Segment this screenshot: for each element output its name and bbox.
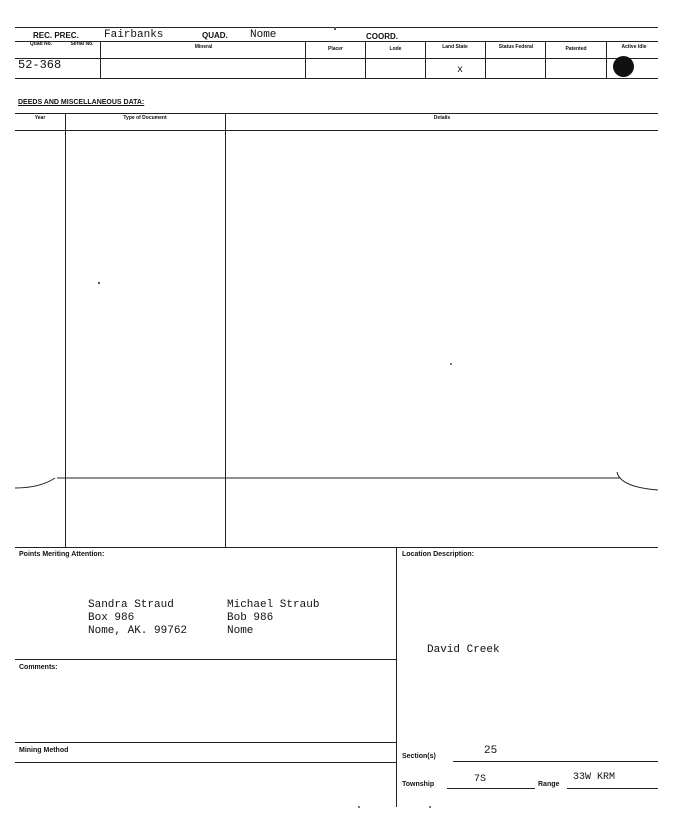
speck: [429, 806, 431, 808]
mining-bottom-rule: [15, 762, 396, 763]
contact-line: Box 986: [88, 612, 135, 624]
contact-sandra: [88, 599, 187, 638]
contact-michael: [227, 599, 319, 638]
points-meriting-label: Points Meriting Attention:: [19, 551, 105, 558]
deeds-bottom-rule: [15, 547, 658, 548]
contact-line: Bob 986: [227, 612, 274, 624]
mining-method-label: Mining Method: [19, 747, 69, 754]
col-land-state: Land State: [442, 44, 468, 50]
header-vsep: [606, 41, 607, 78]
quad-value: Nome: [250, 29, 277, 41]
location-value: David Creek: [427, 644, 500, 656]
quad-label: QUAD.: [202, 31, 228, 40]
township-label: Township: [402, 781, 435, 788]
header-vsep: [485, 41, 486, 78]
mining-top-rule: [15, 742, 396, 743]
col-patented: Patented: [565, 46, 587, 52]
deeds-header-rule: [15, 130, 658, 131]
section-label: Section(s): [402, 753, 436, 760]
location-description-label: Location Description:: [402, 551, 474, 558]
rec-prec-label: REC. PREC.: [33, 31, 79, 40]
comments-label: Comments:: [19, 664, 58, 671]
contact-line: Nome, AK. 99762: [88, 625, 188, 637]
col-active-idle: Active Idle: [621, 44, 647, 50]
header-vsep: [545, 41, 546, 78]
bottom-vsep: [396, 547, 397, 807]
range-value: 33W KRM: [573, 772, 616, 783]
col-placer: Placer: [327, 46, 343, 52]
quad-no-value: 52-368: [18, 58, 62, 72]
land-state-mark: x: [457, 65, 464, 76]
comments-top-rule: [15, 659, 396, 660]
col-quad-no: Quad No.: [29, 41, 53, 47]
range-underline: [567, 788, 658, 789]
header-vsep: [365, 41, 366, 78]
section-underline: [453, 761, 658, 762]
header-vsep: [100, 41, 101, 78]
deeds-section-title: DEEDS AND MISCELLANEOUS DATA:: [18, 99, 145, 106]
section-value: 25: [484, 745, 498, 757]
header-vsep: [425, 41, 426, 78]
township-underline: [447, 788, 535, 789]
deeds-top-rule: [15, 113, 658, 114]
speck: [450, 363, 452, 365]
header-row-rule-1: [15, 41, 658, 42]
speck: [98, 282, 100, 284]
contact-line: Sandra Straud: [88, 599, 174, 611]
col-serial-no: Serial No.: [70, 41, 94, 47]
header-top-rule: [15, 27, 658, 28]
contact-line: Michael Straub: [227, 599, 320, 611]
header-vsep: [305, 41, 306, 78]
deeds-col-year: Year: [34, 115, 46, 121]
rec-prec-value: Fairbanks: [104, 29, 164, 41]
speck: [358, 806, 360, 808]
col-mineral: Mineral: [194, 44, 213, 50]
deeds-col-type: Type of Document: [123, 115, 167, 121]
fold-crease: [15, 468, 660, 496]
col-status-federal: Status Federal: [498, 44, 534, 50]
header-bottom-rule: [15, 78, 658, 79]
active-filled-dot: [613, 56, 634, 77]
range-label: Range: [538, 781, 560, 788]
contact-line: Nome: [227, 625, 254, 637]
speck: [334, 27, 336, 30]
township-value: 7S: [474, 774, 487, 785]
col-lode: Lode: [389, 46, 402, 52]
coord-label: COORD.: [366, 32, 398, 41]
deeds-col-details: Details: [433, 115, 451, 121]
header-row-rule-2: [15, 58, 658, 59]
